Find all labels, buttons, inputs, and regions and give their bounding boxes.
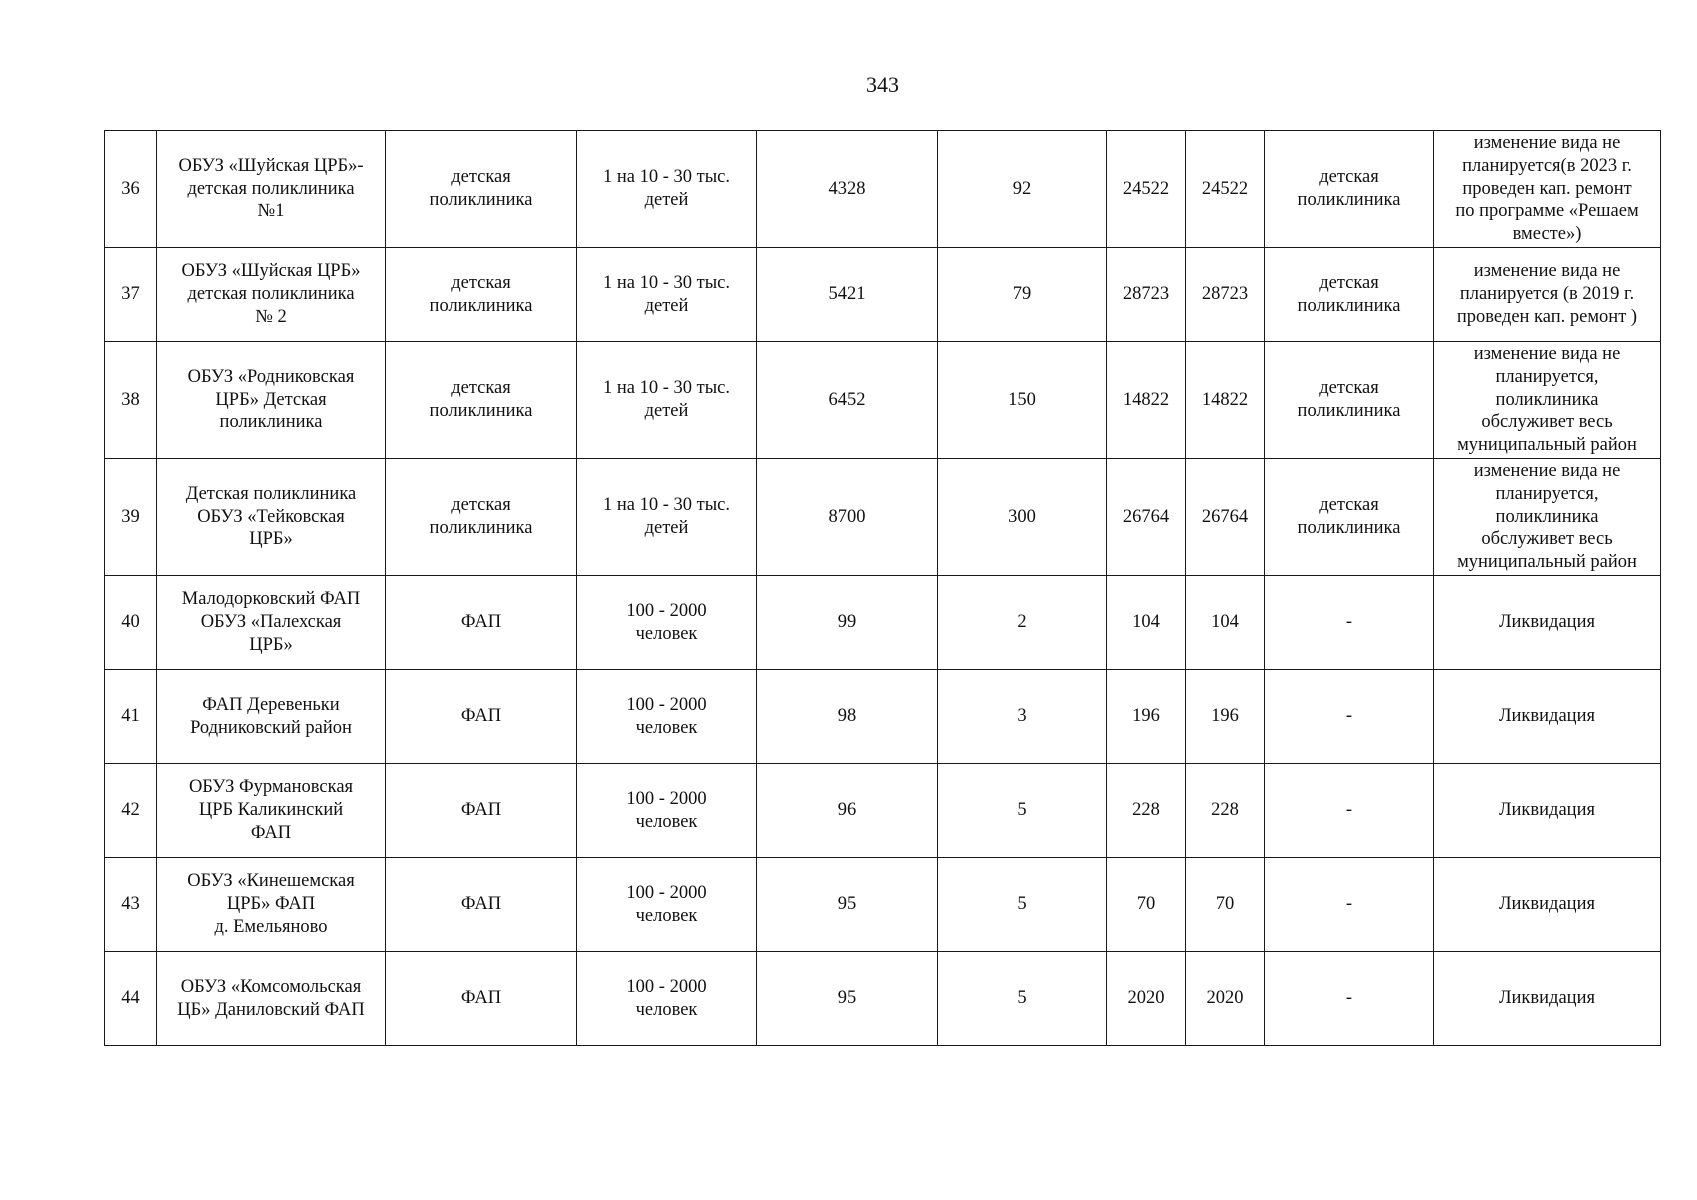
table-row (105, 576, 1661, 670)
table-row (105, 248, 1661, 342)
note: Ликвидация (1434, 858, 1661, 952)
population: 8700 (757, 459, 938, 576)
distance: 79 (938, 248, 1107, 342)
distance: 150 (938, 342, 1107, 459)
value-b: 24522 (1186, 131, 1265, 248)
new-type: детская поликлиника (1265, 248, 1434, 342)
value-b: 196 (1186, 670, 1265, 764)
facility-type: ФАП (386, 764, 577, 858)
value-b: 14822 (1186, 342, 1265, 459)
population: 95 (757, 858, 938, 952)
note: изменение вида не планируется(в 2023 г. проведен кап. ремонт по программе «Решаем вместе») (1434, 131, 1661, 248)
value-a: 26764 (1107, 459, 1186, 576)
facility-type: ФАП (386, 858, 577, 952)
facility-name: ОБУЗ «Комсомольская ЦБ» Даниловский ФАП (157, 952, 386, 1046)
row-number: 44 (105, 952, 157, 1046)
facilities-table (104, 130, 1661, 1046)
note: изменение вида не планируется (в 2019 г. проведен кап. ремонт ) (1434, 248, 1661, 342)
row-number: 38 (105, 342, 157, 459)
table-row (105, 670, 1661, 764)
population: 95 (757, 952, 938, 1046)
norm: 100 - 2000 человек (577, 858, 757, 952)
note: Ликвидация (1434, 576, 1661, 670)
facility-type: детская поликлиника (386, 342, 577, 459)
new-type: - (1265, 952, 1434, 1046)
table-row (105, 342, 1661, 459)
table-row (105, 858, 1661, 952)
facility-name: ОБУЗ «Шуйская ЦРБ»- детская поликлиника №1 (157, 131, 386, 248)
note: Ликвидация (1434, 670, 1661, 764)
new-type: детская поликлиника (1265, 342, 1434, 459)
norm: 100 - 2000 человек (577, 764, 757, 858)
facility-name: Детская поликлиника ОБУЗ «Тейковская ЦРБ» (157, 459, 386, 576)
new-type: детская поликлиника (1265, 459, 1434, 576)
value-b: 228 (1186, 764, 1265, 858)
facility-type: детская поликлиника (386, 248, 577, 342)
facility-type: ФАП (386, 952, 577, 1046)
distance: 3 (938, 670, 1107, 764)
population: 6452 (757, 342, 938, 459)
row-number: 39 (105, 459, 157, 576)
value-b: 104 (1186, 576, 1265, 670)
norm: 100 - 2000 человек (577, 670, 757, 764)
value-a: 24522 (1107, 131, 1186, 248)
note: Ликвидация (1434, 764, 1661, 858)
norm: 1 на 10 - 30 тыс. детей (577, 342, 757, 459)
row-number: 41 (105, 670, 157, 764)
distance: 5 (938, 764, 1107, 858)
value-a: 196 (1107, 670, 1186, 764)
population: 96 (757, 764, 938, 858)
population: 98 (757, 670, 938, 764)
table-row (105, 131, 1661, 248)
value-b: 28723 (1186, 248, 1265, 342)
value-b: 2020 (1186, 952, 1265, 1046)
facility-name: ОБУЗ «Кинешемская ЦРБ» ФАП д. Емельяново (157, 858, 386, 952)
row-number: 37 (105, 248, 157, 342)
page-number: 343 (866, 72, 899, 97)
new-type: - (1265, 576, 1434, 670)
distance: 2 (938, 576, 1107, 670)
norm: 1 на 10 - 30 тыс. детей (577, 131, 757, 248)
value-b: 70 (1186, 858, 1265, 952)
population: 99 (757, 576, 938, 670)
distance: 5 (938, 952, 1107, 1046)
table-row (105, 459, 1661, 576)
value-a: 2020 (1107, 952, 1186, 1046)
facility-name: ОБУЗ «Родниковская ЦРБ» Детская поликлиника (157, 342, 386, 459)
norm: 100 - 2000 человек (577, 576, 757, 670)
value-a: 104 (1107, 576, 1186, 670)
value-a: 228 (1107, 764, 1186, 858)
new-type: детская поликлиника (1265, 131, 1434, 248)
population: 5421 (757, 248, 938, 342)
population: 4328 (757, 131, 938, 248)
note: изменение вида не планируется, поликлиника обслуживет весь муниципальный район (1434, 342, 1661, 459)
table-row (105, 952, 1661, 1046)
row-number: 43 (105, 858, 157, 952)
value-b: 26764 (1186, 459, 1265, 576)
row-number: 36 (105, 131, 157, 248)
facility-type: ФАП (386, 576, 577, 670)
facility-name: ОБУЗ Фурмановская ЦРБ Каликинский ФАП (157, 764, 386, 858)
facility-name: ФАП Деревеньки Родниковский район (157, 670, 386, 764)
distance: 92 (938, 131, 1107, 248)
value-a: 28723 (1107, 248, 1186, 342)
norm: 1 на 10 - 30 тыс. детей (577, 459, 757, 576)
facility-type: детская поликлиника (386, 131, 577, 248)
facility-name: Малодорковский ФАП ОБУЗ «Палехская ЦРБ» (157, 576, 386, 670)
row-number: 40 (105, 576, 157, 670)
new-type: - (1265, 670, 1434, 764)
distance: 5 (938, 858, 1107, 952)
new-type: - (1265, 764, 1434, 858)
note: Ликвидация (1434, 952, 1661, 1046)
value-a: 14822 (1107, 342, 1186, 459)
norm: 100 - 2000 человек (577, 952, 757, 1046)
norm: 1 на 10 - 30 тыс. детей (577, 248, 757, 342)
note: изменение вида не планируется, поликлиника обслуживет весь муниципальный район (1434, 459, 1661, 576)
facility-type: ФАП (386, 670, 577, 764)
facility-type: детская поликлиника (386, 459, 577, 576)
value-a: 70 (1107, 858, 1186, 952)
distance: 300 (938, 459, 1107, 576)
table-row (105, 764, 1661, 858)
facility-name: ОБУЗ «Шуйская ЦРБ» детская поликлиника № 2 (157, 248, 386, 342)
row-number: 42 (105, 764, 157, 858)
new-type: - (1265, 858, 1434, 952)
